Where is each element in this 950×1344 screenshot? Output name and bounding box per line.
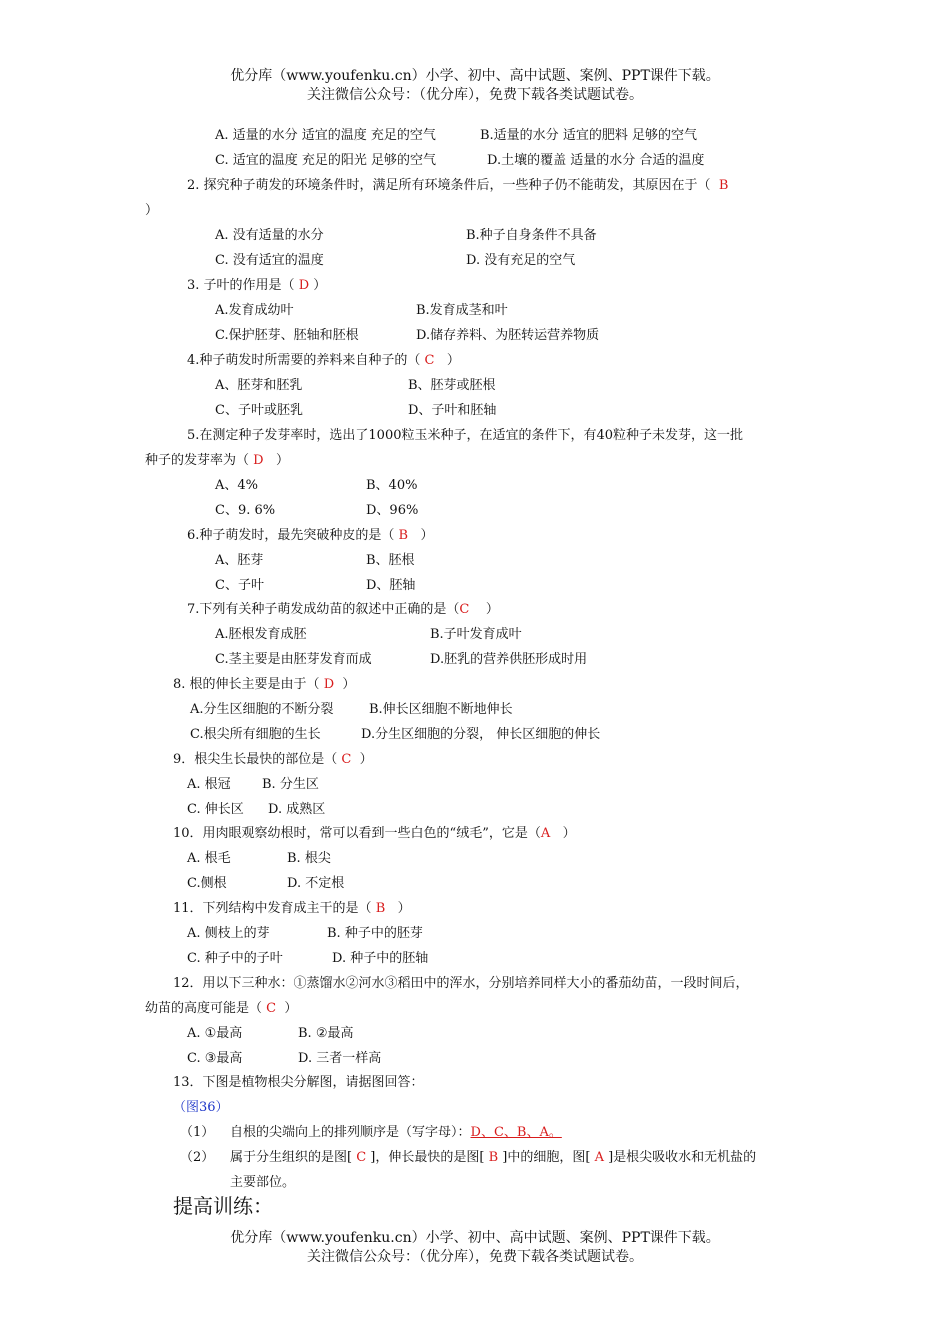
- q12-option-a: A. ①最高: [187, 1026, 243, 1041]
- q10-option-b: B. 根尖: [287, 851, 331, 866]
- q5-answer: D: [253, 453, 264, 468]
- q8-option-c: C.根尖所有细胞的生长: [190, 727, 321, 742]
- q3-stem: 3. 子叶的作用是（ D ）: [187, 278, 327, 293]
- q11-option-a: A. 侧枝上的芽: [187, 926, 270, 941]
- q2-option-c: C. 没有适宜的温度: [215, 253, 324, 268]
- q13-sub1-number: （1）: [180, 1125, 215, 1140]
- q10-answer: A: [540, 826, 551, 841]
- q11-option-d: D. 种子中的胚轴: [332, 951, 429, 966]
- q4-option-b: B、胚芽或胚根: [408, 378, 496, 393]
- q5-stem-line2: 种子的发芽率为（ D ）: [145, 453, 290, 468]
- q13-sub2-continued: 主要部位。: [230, 1175, 296, 1190]
- q9-option-d: D. 成熟区: [268, 802, 326, 817]
- q13-figure-label: （图36）: [173, 1100, 229, 1115]
- q2-close: ）: [145, 203, 159, 218]
- q4-stem: 4.种子萌发时所需要的养料来自种子的（ C ）: [187, 353, 460, 368]
- q1-option-a: A. 适量的水分 适宜的温度 充足的空气: [215, 128, 436, 143]
- q12-answer: C: [266, 1001, 277, 1016]
- q10-option-c: C.侧根: [187, 876, 227, 891]
- q6-option-d: D、胚轴: [366, 578, 416, 593]
- q1-option-b: B.适量的水分 适宜的肥料 足够的空气: [480, 128, 697, 143]
- q13-sub2: 属于分生组织的是图[ C ]，伸长最快的是图[ B ]中的细胞，图[ A ]是根尖吸收水和无机盐的: [230, 1150, 757, 1165]
- q11-option-c: C. 种子中的子叶: [187, 951, 283, 966]
- q11-option-b: B. 种子中的胚芽: [327, 926, 423, 941]
- q6-answer: B: [398, 528, 409, 543]
- q8-answer: D: [323, 677, 335, 692]
- q5-option-b: B、40%: [366, 478, 418, 493]
- q7-option-c: C.茎主要是由胚芽发育而成: [215, 652, 372, 667]
- q7-option-d: D.胚乳的营养供胚形成时用: [430, 652, 588, 667]
- q13-sub2-answer-3: A: [590, 1150, 609, 1165]
- footer-line-2: 关注微信公众号：（优分库），免费下载各类试题试卷。: [307, 1249, 643, 1265]
- q13-sub2-answer-1: C: [352, 1150, 371, 1165]
- q13-sub2-answer-2: B: [484, 1150, 503, 1165]
- q8-option-d: D.分生区细胞的分裂， 伸长区细胞的伸长: [361, 727, 601, 742]
- q13-sub1-answer: D、C、B、A。: [470, 1125, 562, 1140]
- q6-option-b: B、胚根: [366, 553, 415, 568]
- q10-option-d: D. 不定根: [287, 876, 345, 891]
- q6-option-c: C、子叶: [215, 578, 264, 593]
- q4-answer: C: [424, 353, 435, 368]
- q9-answer: C: [341, 752, 352, 767]
- q5-stem-line1: 5.在测定种子发芽率时，选出了1000粒玉米种子，在适宜的条件下，有40粒种子未发芽，这一批: [187, 428, 744, 443]
- q13-stem: 13．下图是植物根尖分解图，请据图回答：: [173, 1075, 424, 1090]
- q13-sub2-number: （2）: [180, 1150, 215, 1165]
- q7-option-b: B.子叶发育成叶: [430, 627, 522, 642]
- q7-option-a: A.胚根发育成胚: [215, 627, 307, 642]
- q6-option-a: A、胚芽: [215, 553, 264, 568]
- q12-stem-line2: 幼苗的高度可能是（ C ）: [145, 1001, 298, 1016]
- q7-answer: C: [459, 602, 470, 617]
- q3-option-c: C.保护胚芽、胚轴和胚根: [215, 328, 359, 343]
- q4-option-c: C、子叶或胚乳: [215, 403, 303, 418]
- q11-stem: 11．下列结构中发育成主干的是（ B ）: [173, 901, 411, 916]
- q2-option-b: B.种子自身条件不具备: [466, 228, 597, 243]
- q12-option-d: D. 三者一样高: [298, 1051, 382, 1066]
- q2-option-d: D. 没有充足的空气: [466, 253, 576, 268]
- q9-option-b: B. 分生区: [262, 777, 319, 792]
- q10-option-a: A. 根毛: [187, 851, 231, 866]
- q8-option-b: B.伸长区细胞不断地伸长: [369, 702, 513, 717]
- q12-option-b: B. ②最高: [298, 1026, 354, 1041]
- q5-option-a: A、4%: [215, 478, 259, 493]
- q10-stem: 10．用肉眼观察幼根时，常可以看到一些白色的“绒毛”，它是（A ）: [173, 826, 576, 841]
- q8-option-a: A.分生区细胞的不断分裂: [190, 702, 334, 717]
- q12-stem-line1: 12．用以下三种水：①蒸馏水②河水③稻田中的浑水，分别培养同样大小的番茄幼苗，一段时间后，: [173, 976, 749, 991]
- q2-stem: 2. 探究种子萌发的环境条件时，满足所有环境条件后，一些种子仍不能萌发，其原因在于（ B: [187, 178, 729, 193]
- footer-line-1: 优分库（www.youfenku.cn）小学、初中、高中试题、案例、PPT课件下载。: [230, 1230, 720, 1246]
- q12-option-c: C. ③最高: [187, 1051, 243, 1066]
- q9-option-c: C. 伸长区: [187, 802, 244, 817]
- q13-sub1: 自根的尖端向上的排列顺序是（写字母）：D、C、B、A。: [230, 1125, 562, 1140]
- q4-option-d: D、子叶和胚轴: [408, 403, 497, 418]
- q3-option-d: D.储存养料、为胚转运营养物质: [416, 328, 600, 343]
- q4-option-a: A、胚芽和胚乳: [215, 378, 303, 393]
- q1-option-c: C. 适宜的温度 充足的阳光 足够的空气: [215, 153, 437, 168]
- q2-answer: B: [718, 178, 729, 193]
- q3-option-a: A.发育成幼叶: [215, 303, 294, 318]
- q1-option-d: D.土壤的覆盖 适量的水分 合适的温度: [487, 153, 705, 168]
- q2-option-a: A. 没有适量的水分: [215, 228, 324, 243]
- q9-option-a: A. 根冠: [187, 777, 231, 792]
- q8-stem: 8. 根的伸长主要是由于（ D ）: [173, 677, 356, 692]
- q5-option-d: D、96%: [366, 503, 419, 518]
- header-line-1: 优分库（www.youfenku.cn）小学、初中、高中试题、案例、PPT课件下载。: [230, 68, 720, 84]
- q11-answer: B: [375, 901, 386, 916]
- q5-option-c: C、9. 6%: [215, 503, 276, 518]
- section-title: 提高训练：: [173, 1194, 273, 1218]
- q3-answer: D: [298, 278, 310, 293]
- q6-stem: 6.种子萌发时，最先突破种皮的是（ B ）: [187, 528, 434, 543]
- header-line-2: 关注微信公众号：（优分库），免费下载各类试题试卷。: [307, 87, 643, 103]
- q3-option-b: B.发育成茎和叶: [416, 303, 508, 318]
- q7-stem: 7.下列有关种子萌发成幼苗的叙述中正确的是（C ）: [187, 602, 499, 617]
- q9-stem: 9．根尖生长最快的部位是（ C ）: [173, 752, 373, 767]
